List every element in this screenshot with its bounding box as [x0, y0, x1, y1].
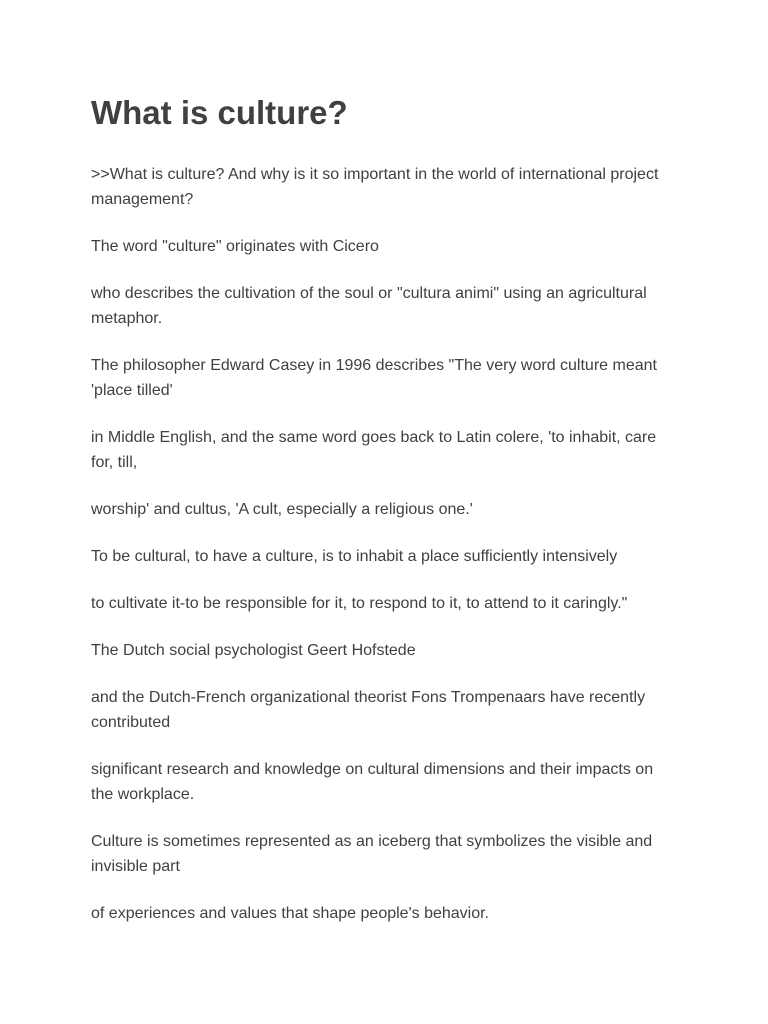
paragraph-3: who describes the cultivation of the soul or "cultura animi" using an agricultural metaphor.	[91, 285, 647, 327]
paragraph-5: in Middle English, and the same word goes back to Latin colere, 'to inhabit, care for, till,	[91, 429, 657, 471]
paragraph-1: >>What is culture? And why is it so important in the world of international project management?	[91, 166, 659, 208]
paragraph-6: worship' and cultus, 'A cult, especially a religious one.'	[91, 501, 473, 518]
page-title: What is culture?	[91, 94, 348, 131]
paragraph-12: Culture is sometimes represented as an iceberg that symbolizes the visible and invisible part	[91, 833, 653, 875]
paragraph-8: to cultivate it-to be responsible for it, to respond to it, to attend to it caringly."	[91, 595, 628, 612]
paragraph-2: The word "culture" originates with Cicero	[91, 238, 379, 255]
paragraph-13: of experiences and values that shape people's behavior.	[91, 905, 489, 922]
paragraph-10: and the Dutch-French organizational theorist Fons Trompenaars have recently contributed	[91, 689, 646, 731]
paragraph-11: significant research and knowledge on cultural dimensions and their impacts on the workplace.	[91, 761, 654, 803]
article-body	[91, 162, 668, 926]
paragraph-4: The philosopher Edward Casey in 1996 describes "The very word culture meant 'place tilled'	[91, 357, 657, 399]
paragraph-9: The Dutch social psychologist Geert Hofstede	[91, 642, 416, 659]
paragraph-7: To be cultural, to have a culture, is to inhabit a place sufficiently intensively	[91, 548, 618, 565]
